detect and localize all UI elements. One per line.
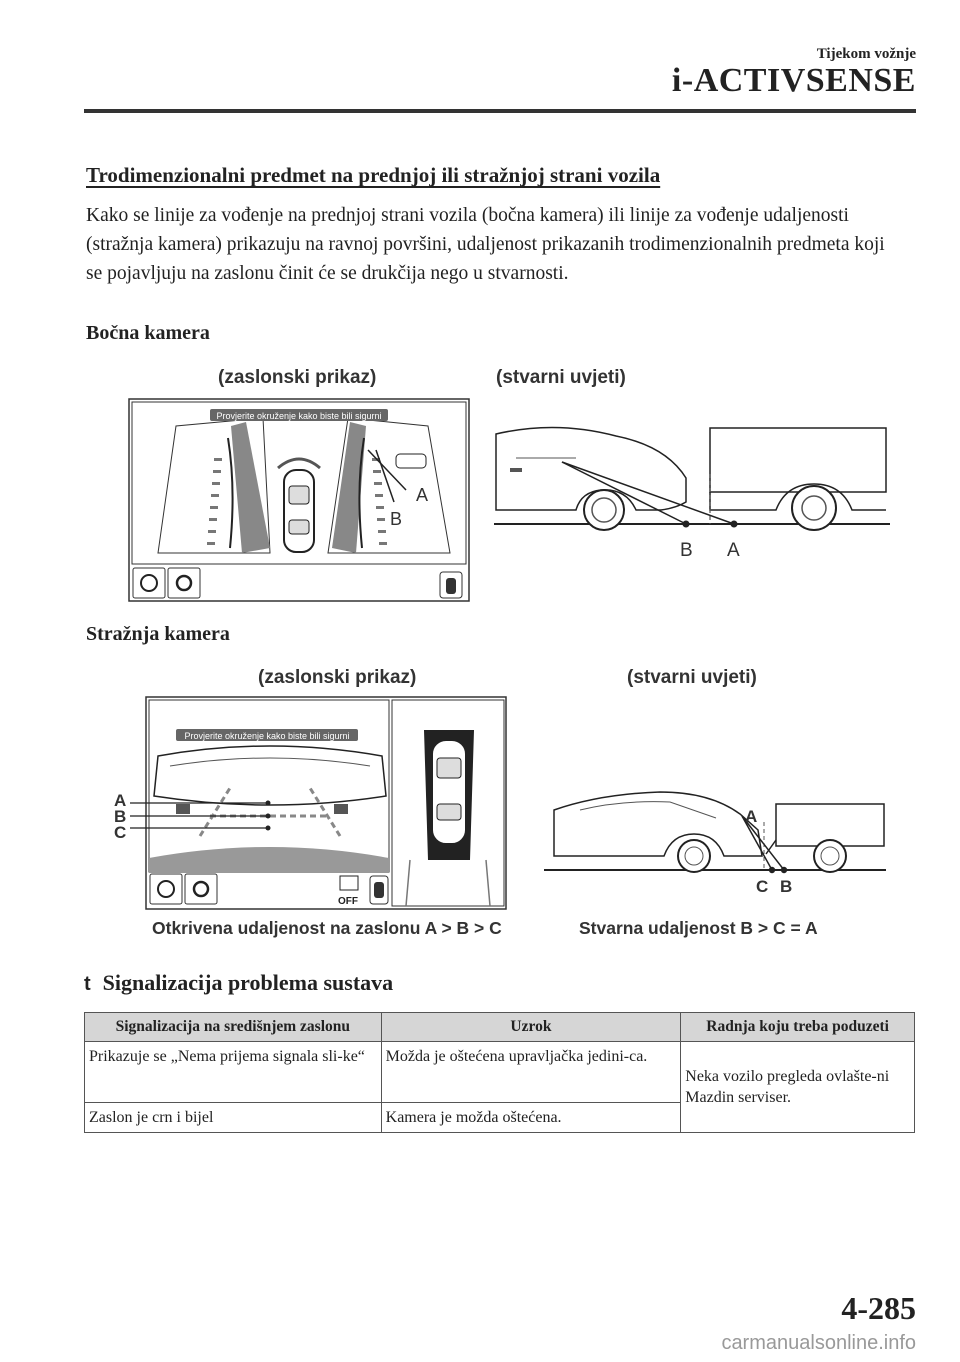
- side-screen-label: (zaslonski prikaz): [218, 367, 377, 388]
- side-banner-text: Provjerite okruženje kako biste bili sigurni: [216, 411, 382, 421]
- table-cell-signal: Zaslon je crn i bijel: [85, 1103, 382, 1133]
- table-cell-signal: Prikazuje se „Nema prijema signala sli-ke“: [85, 1042, 382, 1103]
- header-rule: [84, 109, 916, 113]
- side-real-marker-a: A: [727, 540, 740, 561]
- table-cell-action: Neka vozilo pregleda ovlašte-ni Mazdin serviser.: [681, 1042, 915, 1133]
- table-cell-cause: Kamera je možda oštećena.: [381, 1103, 681, 1133]
- rear-screen-marker-b: B: [114, 807, 127, 826]
- rear-camera-real-illustration: [540, 770, 886, 900]
- page-number: 4-285: [841, 1290, 916, 1326]
- fault-section-title: [84, 970, 393, 996]
- running-header-chapter: i-ACTIVSENSE: [671, 62, 916, 99]
- rear-screen-label: (zaslonski prikaz): [258, 667, 417, 688]
- table-header-cell: Uzrok: [381, 1013, 681, 1042]
- rear-real-marker-c: C: [756, 877, 769, 896]
- body-paragraph: Kako se linije za vođenje na prednjoj strani vozila (bočna kamera) ili linije za vođenje udaljenosti (stražnja kamera) prikazuju na ravnoj površini, udaljenost prikazanih trodimenzionalnih predmeta koji se pojavljuju na zaslonu činit će se drukčija nego u stvarnosti.: [86, 205, 885, 284]
- footer-watermark: carmanualsonline.info: [721, 1332, 916, 1354]
- side-camera-screen-illustration: [128, 398, 470, 602]
- bullet-icon: t: [84, 973, 91, 995]
- rear-camera-screen-illustration: [110, 696, 508, 912]
- rear-real-label: (stvarni uvjeti): [627, 667, 757, 688]
- side-real-marker-b: B: [680, 540, 693, 561]
- side-screen-marker-a: A: [416, 485, 429, 505]
- table-cell-cause: Možda je oštećena upravljačka jedini-ca.: [381, 1042, 681, 1103]
- side-camera-heading: Bočna kamera: [86, 322, 210, 344]
- table-header-row: [85, 1013, 915, 1042]
- rear-camera-heading: Stražnja kamera: [86, 623, 230, 645]
- table-row: [85, 1042, 915, 1103]
- fault-section-title-text: Signalizacija problema sustava: [102, 970, 394, 995]
- section-title: Trodimenzionalni predmet na prednjoj ili stražnjoj strani vozila: [86, 163, 661, 187]
- fault-table: [84, 1012, 915, 1133]
- table-header-cell: Radnja koju treba poduzeti: [681, 1013, 915, 1042]
- rear-real-marker-b: B: [780, 877, 793, 896]
- rear-off-label: OFF: [338, 896, 358, 907]
- running-header-section: Tijekom vožnje: [816, 46, 916, 62]
- rear-screen-caption: Otkrivena udaljenost na zaslonu A > B > C: [152, 918, 502, 938]
- rear-screen-marker-c: C: [114, 823, 127, 842]
- rear-real-caption: Stvarna udaljenost B > C = A: [579, 918, 818, 938]
- side-real-label: (stvarni uvjeti): [496, 367, 626, 388]
- rear-screen-marker-a: A: [114, 791, 127, 810]
- side-screen-marker-b: B: [390, 509, 403, 529]
- rear-real-marker-a: A: [745, 807, 758, 826]
- side-camera-real-illustration: [486, 398, 890, 568]
- rear-banner-text: Provjerite okruženje kako biste bili sigurni: [184, 731, 350, 741]
- table-header-cell: Signalizacija na središnjem zaslonu: [85, 1013, 382, 1042]
